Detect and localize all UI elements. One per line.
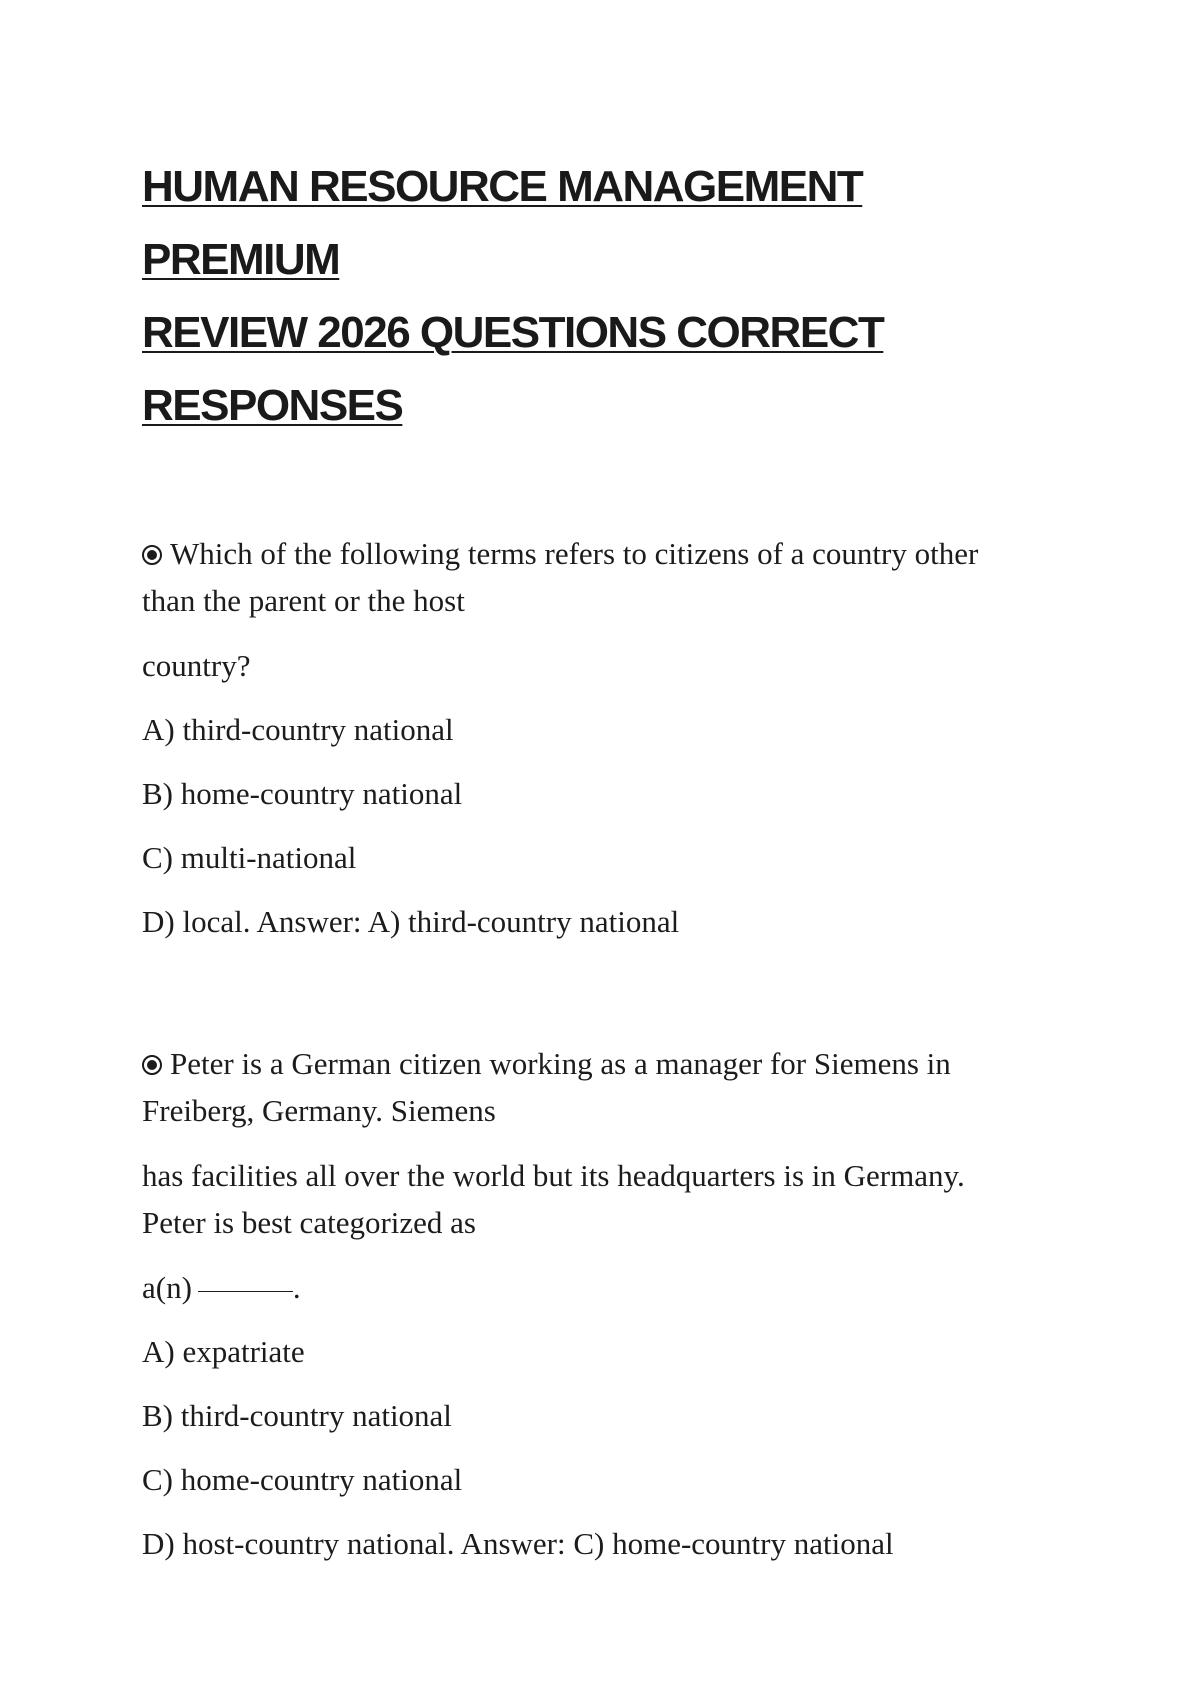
- question-1: [142, 530, 1062, 945]
- title-line-2: REVIEW 2026 QUESTIONS CORRECT: [142, 308, 884, 357]
- question-2-option-a: A) expatriate: [142, 1334, 305, 1369]
- document-title: [142, 150, 1062, 442]
- question-2-option-c: C) home-country national: [142, 1462, 463, 1497]
- question-2-option-b: B) third-country national: [142, 1398, 452, 1433]
- question-2-stem-line-2: Freiberg, Germany. Siemens: [142, 1093, 496, 1128]
- question-1-option-b: B) home-country national: [142, 776, 463, 811]
- question-1-stem-line-1: Which of the following terms refers to citizens of a country other: [170, 536, 979, 571]
- radio-bullet-icon: [142, 1055, 162, 1075]
- question-2: [142, 1040, 1062, 1567]
- question-2-stem-line-5: [142, 1264, 1062, 1311]
- question-1-option-a: A) third-country national: [142, 712, 454, 747]
- radio-bullet-icon: [142, 545, 162, 565]
- question-1-option-c: C) multi-national: [142, 840, 357, 875]
- question-2-option-d-answer: D) host-country national. Answer: C) home-country national: [142, 1526, 894, 1561]
- question-1-option-d-answer: D) local. Answer: A) third-country national: [142, 904, 680, 939]
- question-2-stem: [142, 1040, 1062, 1087]
- document-page: [142, 150, 1062, 1567]
- question-2-stem-line-3: has facilities all over the world but its headquarters is in Germany.: [142, 1158, 965, 1193]
- title-line-3: RESPONSES: [142, 381, 403, 430]
- answer-blank: [198, 1291, 293, 1292]
- question-2-blank-suffix: .: [292, 1270, 301, 1305]
- title-line-1: HUMAN RESOURCE MANAGEMENT PREMIUM: [142, 162, 863, 284]
- question-2-stem-line-1: Peter is a German citizen working as a manager for Siemens in: [170, 1046, 951, 1081]
- question-1-stem-line-3: country?: [142, 648, 251, 683]
- question-2-blank-prefix: a(n): [142, 1270, 192, 1305]
- question-1-stem: [142, 530, 1062, 577]
- question-1-stem-line-2: than the parent or the host: [142, 583, 465, 618]
- question-2-stem-line-4: Peter is best categorized as: [142, 1205, 476, 1240]
